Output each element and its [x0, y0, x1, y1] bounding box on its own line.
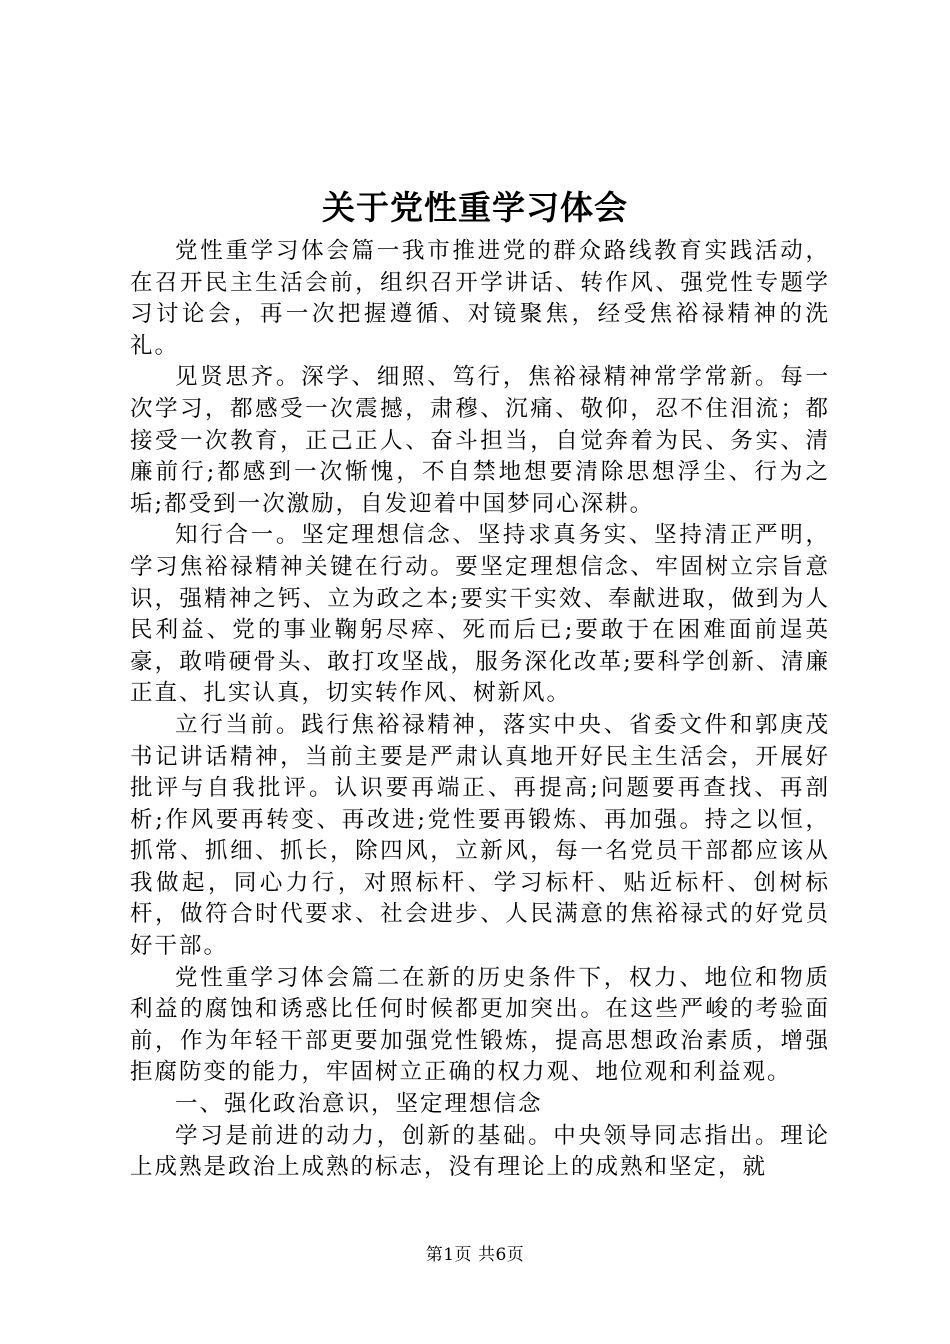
section-heading: 一、强化政治意识，坚定理想信念 — [175, 1091, 543, 1118]
paragraph: 见贤思齐。深学、细照、笃行，焦裕禄精神常学常新。每一次学习，都感受一次震撼，肃穆、沉痛、敬仰，忍不住泪流；都接受一次教育，正己正人、奋斗担当，自觉奔着为民、务实、清廉前行;都感到一次惭愧，不自禁地想要清除思想浮尘、行为之垢;都受到一次激励，自发迎着中国梦同心深耕。 — [130, 364, 830, 517]
paragraph: 党性重学习体会篇二在新的历史条件下，权力、地位和物质利益的腐蚀和诱惑比任何时候都更加突出。在这些严峻的考验面前，作为年轻干部更要加强党性锻炼，提高思想政治素质，增强拒腐防变的能力，牢固树立正确的权力观、地位观和利益观。 — [130, 964, 830, 1086]
paragraph: 知行合一。坚定理想信念、坚持求真务实、坚持清正严明，学习焦裕禄精神关键在行动。要坚定理想信念、牢固树立宗旨意识，强精神之钙、立为政之本;要实干实效、奉献进取，做到为人民利益、党的事业鞠躬尽瘁、死而后已;要敢于在困难面前逞英豪，敢啃硬骨头、敢打攻坚战，服务深化改革;要科学创新、清廉正直、扎实认真，切实转作风、树新风。 — [130, 522, 830, 707]
paragraph: 立行当前。践行焦裕禄精神，落实中央、省委文件和郭庚茂书记讲话精神，当前主要是严肃认真地开好民主生活会，开展好批评与自我批评。认识要再端正、再提高;问题要再查找、再剖析;作风要再转变、再改进;党性要再锻炼、再加强。持之以恒，抓常、抓细、抓长，除四风，立新风，每一名党员干部都应该从我做起，同心力行，对照标杆、学习标杆、贴近标杆、创树标杆，做符合时代要求、社会进步、人民满意的焦裕禄式的好党员好干部。 — [130, 711, 830, 960]
document-body — [130, 236, 830, 1184]
paragraph: 党性重学习体会篇一我市推进党的群众路线教育实践活动，在召开民主生活会前，组织召开学讲话、转作风、强党性专题学习讨论会，再一次把握遵循、对镜聚焦，经受焦裕禄精神的洗礼。 — [130, 238, 830, 359]
paragraph: 学习是前进的动力，创新的基础。中央领导同志指出。理论上成熟是政治上成熟的标志，没有理论上的成熟和坚定，就 — [130, 1122, 830, 1181]
document-title: 关于党性重学习体会 — [322, 188, 628, 227]
page-footer: 第1页 共6页 — [425, 1245, 525, 1265]
